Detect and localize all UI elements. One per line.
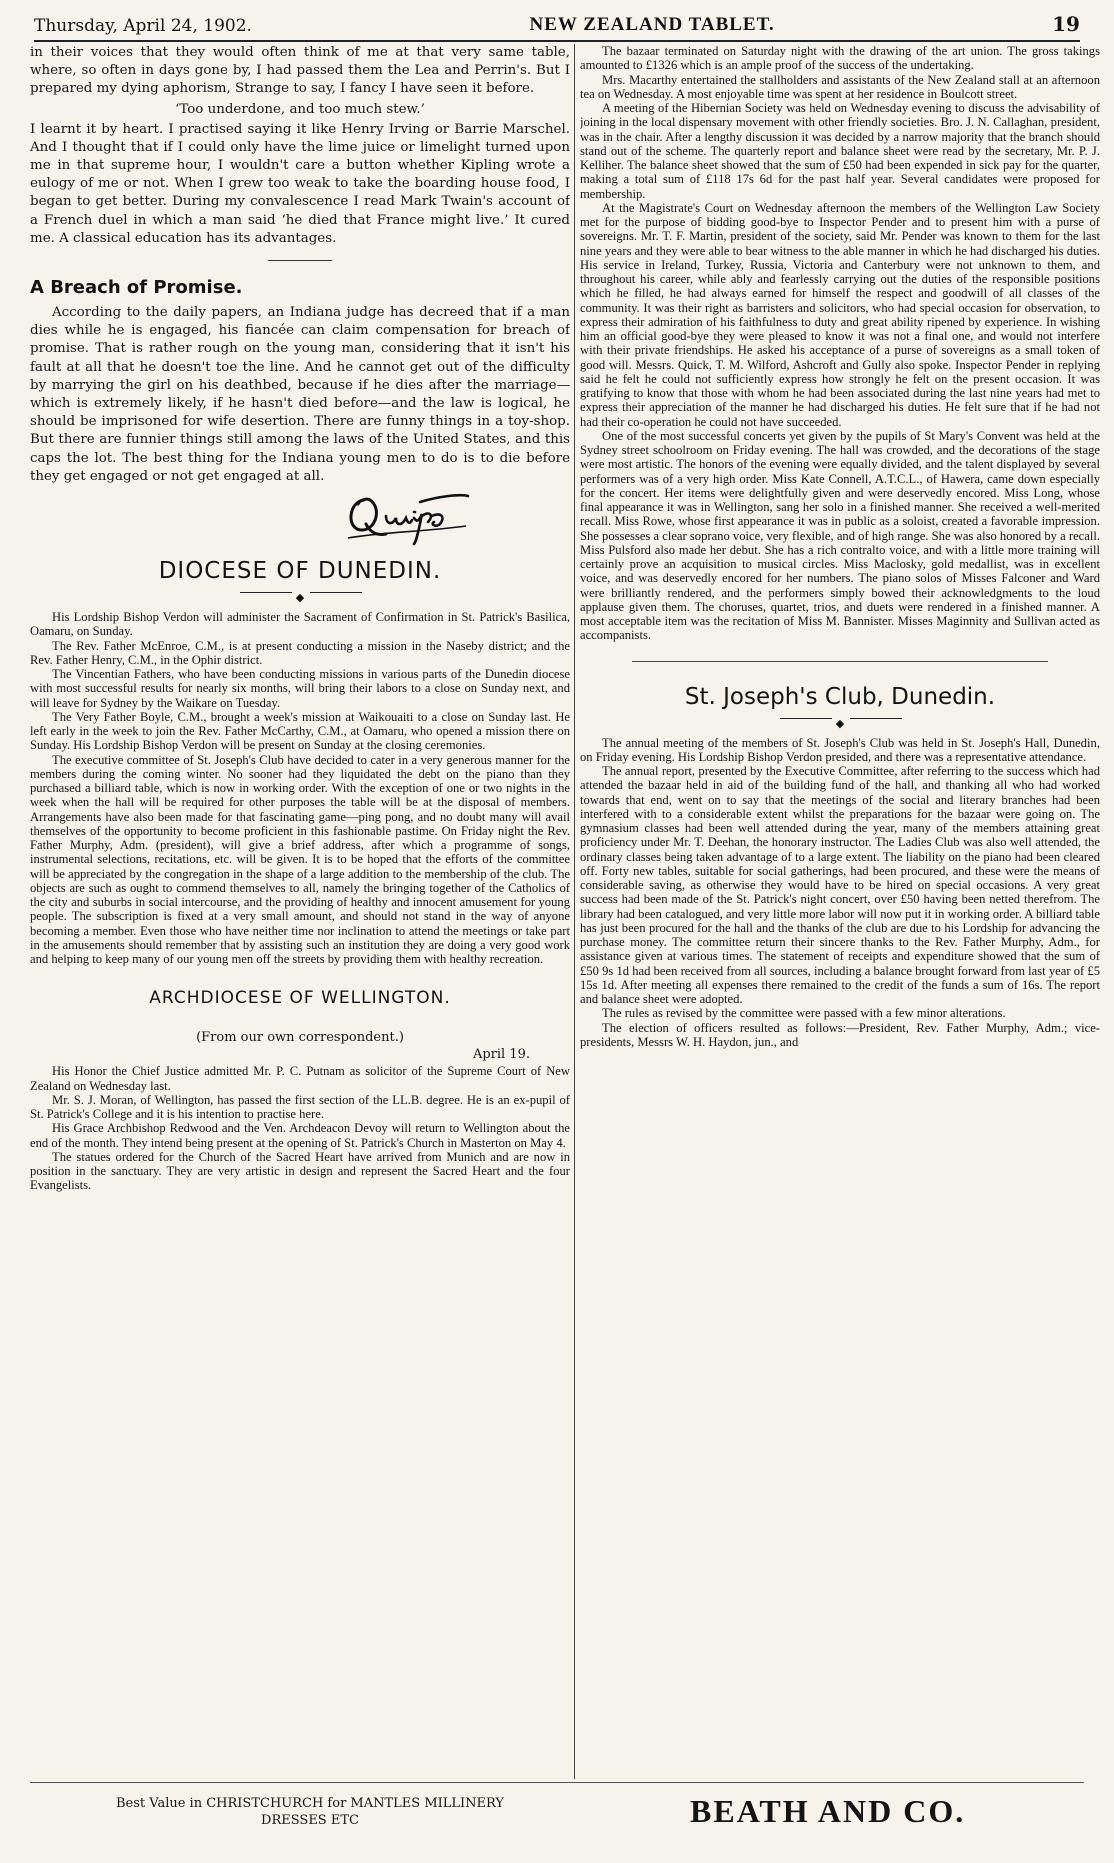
archdiocese-news [30, 1064, 570, 1192]
paragraph: in their voices that they would often think of me at that very same table, where, so often in days gone by, I had passed them the Lea and Perrin's. But I prepared my dying aphorism, Strange to say, I fancy I have seen it before. [30, 45, 570, 97]
column-divider [574, 44, 575, 1779]
diamond-icon: ◆ [295, 591, 305, 605]
footer-advert [90, 1795, 530, 1829]
diocese-heading: DIOCESE OF DUNEDIN. [158, 558, 442, 585]
quote-line: ‘Too underdone, and too much stew.’ [175, 101, 425, 117]
paragraph: The rules as revised by the committee were passed with a few minor alterations. [602, 1006, 1006, 1021]
masthead: NEW ZEALAND TABLET. [529, 14, 775, 35]
paragraph: The Very Father Boyle, C.M., brought a week's mission at Waikouaiti to a close on Sunday last. He left early in the week to join the Rev. Father McCarthy, C.M., at Oamaru, who opened a mission there on Sunday. His Lordship Bishop Verdon will be present on Sunday at the closing ceremonies. [30, 709, 570, 753]
right-column [580, 44, 1100, 1774]
paragraph: The executive committee of St. Joseph's Club have decided to cater in a very generous manner for the members during the coming winter. No sooner had they liquidated the debt on the piano than they purchased a billiard table, which is now in working order. With the exception of one or two nights in the week when the hall will be required for other purposes the table will be at the disposal of members. Arrangements have also been made for that fascinating game—ping pong, and no doubt many will avail themselves of the opportunity to become proficient in this fashionable pastime. On Friday night the Rev. Father Murphy, Adm. (president), will give a brief address, after which a programme of songs, instrumental selections, recitations, etc. will be given. It is to be hoped that the efforts of the committee will be appreciated by the congregation in the shape of a large addition to the membership of the club. The objects are such as ought to commend themselves to all, namely the bringing together of the Catholics of the city and suburbs in social intercourse, and the providing of healthy and innocent amusement for young people. The subscription is fixed at a very small amount, and should not stand in the way of anyone becoming a member. Even those who have neither time nor inclination to attend the meetings or take part in the amusements should remember that by assisting such an institution they are doing a very good work and helping to keep many of our young men off the streets by providing them with healthy recreation. [30, 752, 570, 967]
breach-heading: A Breach of Promise. [30, 277, 243, 299]
archdiocese-heading: ARCHDIOCESE OF WELLINGTON. [149, 988, 451, 1009]
paragraph: Mr. S. J. Moran, of Wellington, has passed the first section of the LL.B. degree. He is an ex-pupil of St. Patrick's College and it is his intention to practise here. [30, 1092, 570, 1122]
diamond-icon: ◆ [835, 716, 845, 730]
left-column [30, 44, 570, 1774]
section-rule [268, 260, 332, 261]
paragraph: According to the daily papers, an Indiana judge has decreed that if a man dies while he is engaged, his fiancée can claim compensation for breach of promise. That is rather rough on the young man, considering that it isn't his fault at all that he doesn't toe the line. And he cannot get out of the difficulty by marrying the girl on his deathbed, because if he dies after the marriage—which is extremely likely, if he hasn't died before—and the law is logical, he should be imprisoned for wife desertion. There are funny things in a toy-shop. But there are funnier things still among the laws of the United States, and this caps the lot. The best thing for the Indiana young men to do is to die before they get engaged or not get engaged at all. [30, 305, 570, 484]
diocese-news [30, 610, 570, 966]
paragraph: One of the most successful concerts yet given by the pupils of St Mary's Convent was held at the Sydney street schoolroom on Friday evening. The hall was crowded, and the decorations of the stage were most artistic. The honors of the evening were equally divided, and the talent displayed by several performers was of a very high order. Miss Kate Connell, A.T.C.L., of Hawera, came down especially for the concert. Her items were delightfully given and were deservedly encored. Miss Long, whose final appearance it was in Wellington, sang her solo in a finished manner. She received a well-merited recall. Miss Rowe, whose first appearance it was in public as a soloist, created a favorable impression. She possesses a clear soprano voice, very flexible, and of high range. She was also honored by a recall. Miss Pulsford also made her debut. She has a rich contralto voice, and with a little more training will certainly prove an acquisition to musical circles. Miss Maclosky, gold medallist, was in excellent voice, and was deservedly encored for her numbers. The piano solos of Misses Falconer and Ward were brilliantly rendered, and the performers simply bowed their acknowledgments to the loud applause given them. The choruses, quartet, trios, and duets were rendered in a finished manner. A most acceptable item was the recitation of Miss M. Bannister. Misses Maginnity and Sullivan acted as accompanists. [580, 428, 1100, 643]
ornament-rule [30, 586, 570, 605]
advert-line: DRESSES ETC [261, 1813, 359, 1828]
quips-signature [30, 486, 570, 554]
paragraph: His Grace Archbishop Redwood and the Ven. Archdeacon Devoy will return to Wellington about the end of the month. They intend being present at the opening of St. Patrick's Church in Masterton on May 4. [30, 1121, 570, 1150]
paragraph: The Vincentian Fathers, who have been conducting missions in various parts of the Dunedin diocese with most successful results for nearly six months, will bring their labors to a close on Sunday next, and will leave for Sydney by the Waikare on Tuesday. [30, 667, 570, 710]
paragraph: The bazaar terminated on Saturday night with the drawing of the art union. The gross takings amounted to £1326 which is an ample proof of the success of the undertaking. [580, 44, 1100, 73]
paragraph: The election of officers resulted as follows:—President, Rev. Father Murphy, Adm.; vice-presidents, Messrs W. H. Haydon, jun., and [580, 1020, 1100, 1049]
wellington-news [580, 44, 1100, 643]
issue-date: Thursday, April 24, 1902. [34, 16, 252, 36]
ornament-rule [580, 712, 1100, 730]
paragraph: At the Magistrate's Court on Wednesday afternoon the members of the Wellington Law Society met for the purpose of bidding good-bye to Inspector Pender and to present him with a purse of sovereigns. Mr. T. F. Martin, president of the society, said Mr. Pender was known to them for the last nine years and they were able to bear witness to the able manner in which he had discharged his duties. His service in Ireland, Turkey, Russia, Victoria and Canterbury were not unknown to them, and throughout his career, while ably and fearlessly carrying out the duties of the responsible positions which he filled, he had always earned for himself the respect and goodwill of all classes of the community. It was their right as barristers and solicitors, who had special occasion for observation, to express their admiration of his faithfulness to duty and great ability ripened by experience. In wishing him an official good-bye they were pleased to know it was not a final one, and would not interfere with their private friendships. He asked his acceptance of a purse of sovereigns as a small token of good will. Messrs. Quick, T. M. Wilford, Ashcroft and Gully also spoke. Inspector Pender in replying said he felt he could not sufficiently express how strongly he felt on the present occasion. It was gratifying to know that those with whom he had been associated during the last nine years had met to express their appreciation of the manner he had discharged his duties. He felt sure that if he had not had their co-operation he could not have succeeded. [580, 200, 1100, 429]
advert-line: Best Value in CHRISTCHURCH for MANTLES MILLINERY [115, 1796, 505, 1811]
paragraph: The statues ordered for the Church of the Sacred Heart have arrived from Munich and are now in position in the sanctuary. They are very artistic in design and represent the Sacred Heart and the four Evangelists. [30, 1149, 570, 1193]
st-josephs-heading: St. Joseph's Club, Dunedin. [684, 683, 996, 710]
paragraph: The Rev. Father McEnroe, C.M., is at present conducting a mission in the Naseby district; and the Rev. Father Henry, C.M., in the Ophir district. [30, 638, 570, 667]
paragraph: His Lordship Bishop Verdon will administer the Sacrament of Confirmation in St. Patrick's Basilica, Oamaru, on Sunday. [30, 610, 570, 639]
page-footer [30, 1782, 1084, 1853]
paragraph: The annual report, presented by the Executive Committee, after referring to the success which had attended the bazaar held in aid of the building fund of the hall, and thanking all who had worked towards that end, went on to say that the meetings of the social and literary branches had been interfered with to a considerable extent whilst the preparations for the bazaar were going on. The gymnasium classes had been well attended during the year, many of the members attaining great proficiency under Mr. T. Deehan, the honorary instructor. The Ladies Club was also well attended, the ordinary classes being taken advantage of to a large extent. The liability on the piano had been cleared off. Forty new tables, suitable for social gatherings, had been procured, and these were the means of considerable saving, as otherwise they would have to be hired on special occasions. A very great success had been made of the St. Patrick's night concert, over £50 having been netted therefrom. The library had been catalogued, and very little more labor will now put it in working order. A billiard table has just been procured for the hall and the thanks of the club are due to his Lordship for advancing the purchase money. The committee return their sincere thanks to the Rev. Father Murphy, Adm., for assistance given at various times. The statement of receipts and expenditure showed that the sum of £50 9s 1d had been received from all sources, including a balance brought forward from last year of £5 15s 1d. After meeting all expenses there remained to the credit of the funds a sum of 16s. The report and balance sheet were adopted. [580, 764, 1100, 1006]
quips-article [30, 44, 570, 486]
paragraph: A meeting of the Hibernian Society was held on Wednesday evening to discuss the advisability of joining in the local dispensary movement with other friendly societies. Bro. J. N. Callaghan, president, was in the chair. After a lengthy discussion it was decided by a narrow majority that the branch should stand out of the scheme. The quarterly report and balance sheet were read by the secretary, Mr. P. J. Kelliher. The balance sheet showed that the sum of £50 had been expended in sick pay for the quarter, making a total sum of £118 17s 6d for the past half year. Several candidates were proposed for membership. [580, 101, 1100, 201]
paragraph: Mrs. Macarthy entertained the stallholders and assistants of the New Zealand stall at an afternoon tea on Wednesday. A most enjoyable time was spent at her residence in Boulcott street. [580, 72, 1100, 101]
signature-image [342, 486, 472, 546]
advertiser-name: BEATH AND CO. [690, 1793, 966, 1829]
correspondent-line: (From our own correspondent.) [196, 1030, 404, 1046]
paragraph: His Honor the Chief Justice admitted Mr. P. C. Putnam as solicitor of the Supreme Court of New Zealand on Wednesday last. [30, 1064, 570, 1093]
page-number: 19 [1052, 12, 1080, 36]
paragraph: I learnt it by heart. I practised saying it like Henry Irving or Barrie Marschel. And I thought that if I could only have the lime juice or limelight turned upon me in that supreme hour, I wouldn't care a button whether Kipling wrote a eulogy of me or not. When I grew too weak to take the boarding house food, I began to get better. During my convalescence I read Mark Twain's account of a French duel in which a man said ‘he died that France might live.’ It cured me. A classical education has its advantages. [30, 121, 570, 246]
dateline: April 19. [472, 1047, 530, 1063]
page-header [34, 10, 1080, 42]
section-rule [632, 661, 1048, 662]
st-josephs-news [580, 736, 1100, 1050]
paragraph: The annual meeting of the members of St. Joseph's Club was held in St. Joseph's Hall, Dunedin, on Friday evening. His Lordship Bishop Verdon presided, and there was a representative attendance. [580, 735, 1100, 764]
